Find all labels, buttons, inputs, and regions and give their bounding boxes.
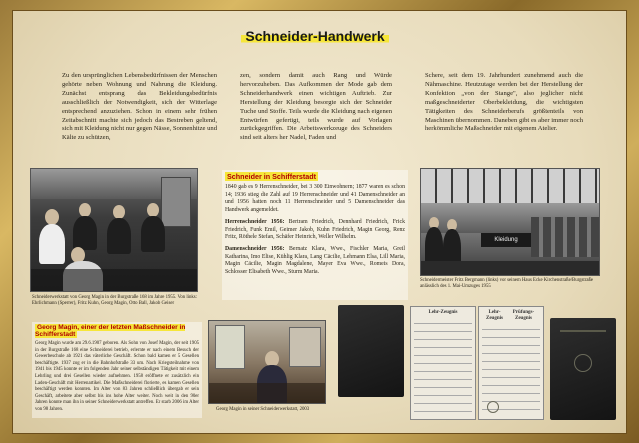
magin-info-box (32, 322, 202, 418)
black-booklet-left (338, 305, 404, 397)
schifferstadt-history: 1840 gab es 9 Herrenschneider, bei 3 300 Einwohnern; 1877 waren es schon 14; 1936 stieg die Zahl auf 19 Herrenschneider und 41 Damenschneider an und 1956 hatten noch 11 Herrenschneider und 5 Damenschneider das Handwerk angemeldet. (225, 184, 405, 214)
schifferstadt-info-box (222, 170, 408, 300)
intro-column-1: Zu den ursprünglichen Lebensbedürfnissen der Menschen gehörte neben Wohnung und Nahrung die Kleidung. Zunächst entsprang das Bekleidungsbedürfnis ausschließlich der Notwendigkeit, sich der Witterlage entsprechend anzuziehen. Schon in einem sehr frühen Zeitabschnitt machte sich jedoch das Bestreben geltend, sich mit Kleidung nicht nur gegen Nässe, Sonnenhitze und Kälte zu schützen, (62, 72, 217, 142)
intro-column-3: Schere, seit dem 19. Jahrhundert zunehmend auch die Nähmaschine. Heutzutage werden bei der Herstellung der Konfektion „von der Stange", also jeglicher nicht maßgeschneiderter Oberbekleidung, die wichtigsten Tätigkeiten des Schneiderberufs größtenteils von Maschinen übernommen. Daneben gibt es aber immer noch herkömmliche Maßschneider mit eigenem Atelier. (425, 72, 583, 133)
magin-portrait-photo (208, 320, 326, 404)
parade-caption: Schneidermeister Fritz Bergmann (links) vor seinem Haus Ecke Kirchenstraße/Burgstraße anlässlich des 1. Mai-Umzuges 1955 (420, 278, 593, 289)
seal-icon (487, 401, 499, 413)
magin-heading: Georg Magin, einer der letzten Maßschneider in Schifferstadt (35, 324, 186, 338)
men-tailors-label: Herrenschneider 1956: (225, 218, 285, 225)
parade-photo (420, 168, 600, 276)
schifferstadt-heading: Schneider in Schifferstadt (227, 172, 317, 181)
apprenticeship-certificate-1 (410, 306, 476, 420)
magin-biography: Georg Magin wurde am 29.6.1907 geboren. Als Sohn von Josef Magin, der seit 1905 in der Burgstraße 168 eine Schneiderei betrieb, erlernte er nach einem Besuch der Gewerbeschule ab 1921 das väterliche Geschäft. Schon bald kamen er 5 Gesellen beschäftigte. 1937 zog er in die Bahnhofstraße 33 um. Nach Kriegsteilnahme von 1941 bis 1945 konnte er im folgenden Jahr seiner selbständigen Tätigkeit mit einem Lehrling und drei Gesellen wieder aufnehmen. 1958 eröffnete er zusätzlich ein Laden-Geschäft mit Herrenartikel. Die Maßschneiderei florierte, es kamen Gesellen beschäftigt werden konnten. Im Alter von 83 Jahren schließlich übergab er sein Geschäft, arbeitete aber selbst bis ins hohe Alter weiter. Noch weit in den 90er Jahren konnte man ihn in seiner Schneiderwerkstatt antreffen. Er starb 2006 im Alter von 98 Jahren. (35, 341, 199, 412)
tailor-workshop-caption: Schneiderwerkstatt von Georg Magin in der Burgstraße 168 im Jahre 1955. Von links: Ehrlichmann (Sperrer), Fritz Kuhn, Georg Magin, Otto Ball, Jakob Geiser (32, 295, 197, 306)
parade-sign: Kleidung (481, 233, 531, 247)
magin-portrait-caption: Georg Magin in seiner Schneiderwerkstatt, 2003 (216, 407, 310, 412)
board-title: Schneider-Handwerk (241, 28, 388, 44)
certificate-1-title: Lehr-Zeugnis (428, 310, 458, 315)
men-tailors-list: Bertram Friedrich, Dennhard Friedrich, Frick Friedrich, Funk Emil, Geimer Jakob, Kuhn Friedrich, Magin Georg, Renz Fritz, Röthele Stefan, Schäfer Heinrich, Weller Wilhelm. (225, 218, 406, 241)
certificate-2-title: Lehr-Zeugnis (486, 310, 503, 321)
women-tailors-list: Bernatz Klara, Wwe., Fischler Maria, Greil Katharina, Imo Elise, Kühlig Klara, Lang Cäcilie, Lehmann Elsa, Lill Maria, Magin Cäcilie, Magin Magdalene, Mayer Eva Wwe., Romeis Dora, Schlosser Elisabeth Wwe., Sturm Maria. (225, 245, 405, 276)
tailor-workshop-photo (30, 168, 198, 292)
women-tailors-label: Damenschneider 1956: (225, 245, 285, 252)
apprenticeship-certificate-2 (478, 306, 544, 420)
eagle-emblem-icon (574, 354, 592, 372)
title-area (240, 28, 390, 52)
certificate-2-subtitle: Prüfungs-Zeugnis (512, 310, 535, 321)
black-booklet-right (550, 318, 616, 420)
intro-column-2: zen, sondern damit auch Rang und Würde hervorzuheben. Das Aufkommen der Mode gab dem Schneiderhandwerk einen wichtigen Auftrieb. Zur Herstellung der Kleidung besorgte sich der Schneider Tuche und Stoffe. Teils wurde die Kleidung nach eigenen Entwürfen gefertigt, teils wurde auf Vorlagen zurückgegriffen. Die Arbeitswerkzeuge des Schneiders sind seit alters her Nadel, Faden und (240, 72, 392, 142)
